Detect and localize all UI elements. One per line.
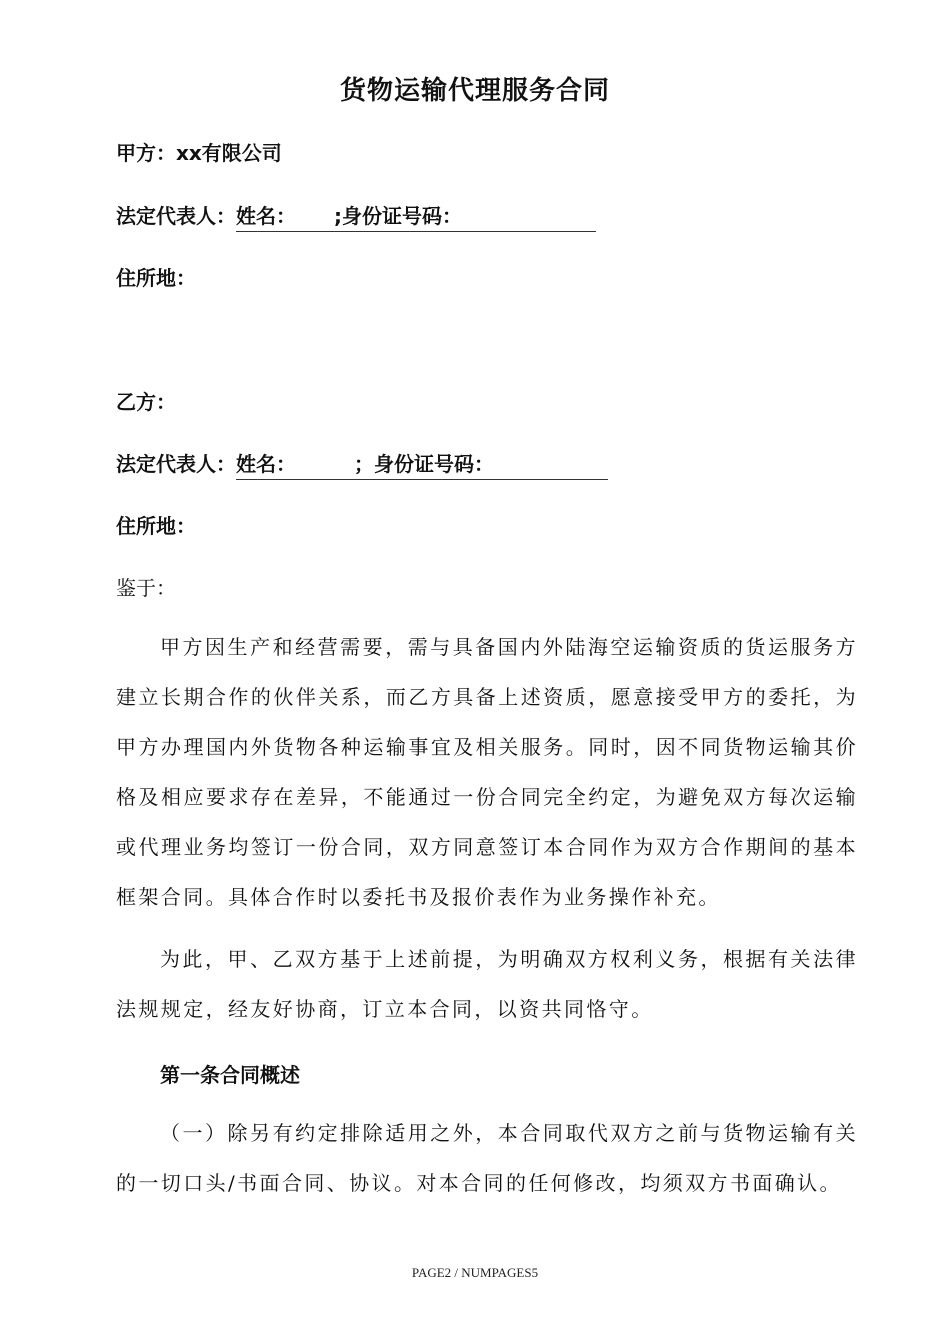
party-a-name: xx有限公司 [176, 141, 282, 165]
party-a-label: 甲方： [116, 141, 176, 165]
party-b-address-label: 住所地： [116, 514, 196, 538]
party-a-line [116, 137, 282, 166]
party-b-address-line [116, 510, 196, 539]
party-a-rep-name-label: 姓名： [236, 204, 296, 228]
party-a-rep-sep: ; [334, 204, 342, 228]
paragraph-1: 甲方因生产和经营需要，需与具备国内外陆海空运输资质的货运服务方建立长期合作的伙伴关系，而乙方具备上述资质，愿意接受甲方的委托，为甲方办理国内外货物各种运输事宜及相关服务。同时，因不同货物运输其价格及相应要求存在差异，不能通过一份合同完全约定，为避免双方每次运输或代理业务均签订一份合同，双方同意签订本合同作为双方合作期间的基本框架合同。具体合作时以委托书及报价表作为业务操作补充。 [116, 635, 858, 909]
party-a-address-line [116, 262, 196, 291]
party-b-rep-label: 法定代表人： [116, 452, 236, 476]
party-b-rep-line [116, 448, 608, 480]
party-b-rep-fill [236, 448, 608, 480]
whereas-label: 鉴于： [116, 576, 176, 600]
party-b-rep-name-label: 姓名： [236, 452, 296, 476]
party-a-rep-fill [236, 200, 596, 232]
party-a-rep-label: 法定代表人： [116, 204, 236, 228]
page-footer: PAGE2 / NUMPAGES5 [411, 1265, 539, 1280]
paragraph-2: 为此，甲、乙双方基于上述前提，为明确双方权利义务，根据有关法律法规规定，经友好协商，订立本合同，以资共同恪守。 [116, 947, 858, 1021]
party-b-rep-sep: ； [354, 452, 374, 476]
party-a-rep-id-label: 身份证号码： [342, 204, 462, 228]
party-a-address-label: 住所地： [116, 266, 196, 290]
party-b-line [116, 386, 176, 415]
party-b-label: 乙方： [116, 390, 176, 414]
article-1-heading: 第一条合同概述 [160, 1063, 300, 1087]
document-title: 货物运输代理服务合同 [339, 76, 610, 106]
article-1-clause-1: （一）除另有约定排除适用之外，本合同取代双方之前与货物运输有关的一切口头/书面合同、协议。对本合同的任何修改，均须双方书面确认。 [116, 1121, 858, 1195]
party-a-rep-line [116, 200, 596, 232]
party-b-rep-id-label: 身份证号码： [374, 452, 494, 476]
